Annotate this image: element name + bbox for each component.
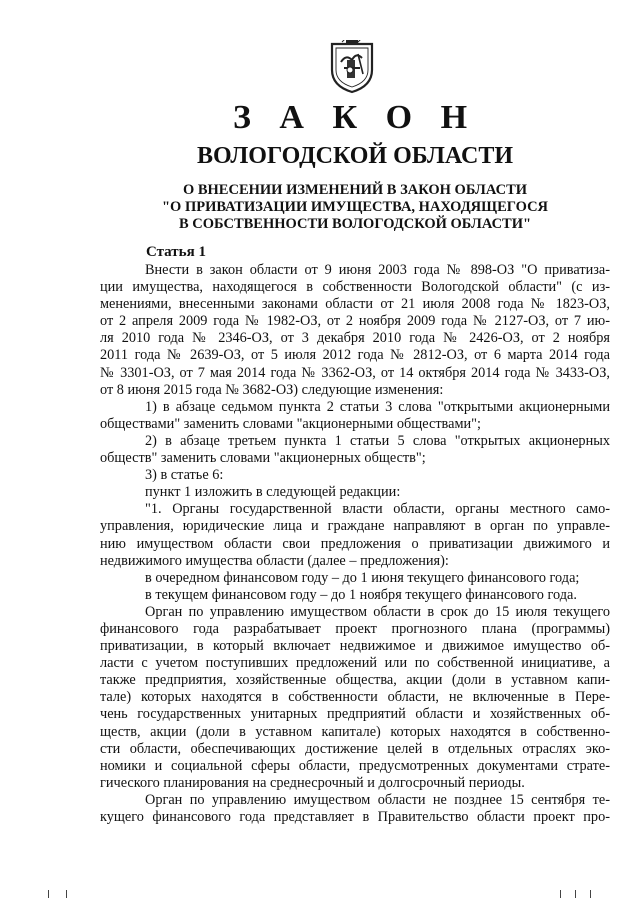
scan-mark — [66, 890, 67, 898]
body-line: пункт 1 изложить в следующей редакции: — [145, 484, 401, 501]
region-title: ВОЛОГОДСКОЙ ОБЛАСТИ — [196, 143, 514, 169]
body-line: нию имуществом области свои предложения о приватизации движимого и — [100, 535, 610, 552]
scan-edge-marks — [0, 890, 640, 905]
body-line: 2) в абзаце третьем пункта 1 статьи 5 слова "открытых акционерных — [145, 432, 610, 449]
body-line: от 2 апреля 2009 года № 1982-ОЗ, от 2 ноября 2009 года № 2127-ОЗ, от 7 ию- — [100, 313, 610, 330]
body-line: 2011 года № 2639-ОЗ, от 5 июля 2012 года № 2812-ОЗ, от 6 марта 2014 года — [100, 347, 610, 364]
body-line: "1. Органы государственной власти области, органы местного само- — [145, 501, 610, 518]
body-line: тале) которых находятся в собственности области, не включенные в Пере- — [100, 689, 610, 706]
body-line: обществ" заменить словами "акционерных обществ"; — [100, 450, 426, 467]
article-body — [100, 262, 610, 826]
body-line: в текущем финансовом году – до 1 ноября текущего финансового года. — [145, 586, 577, 603]
body-line: Орган по управлению имуществом области не позднее 15 сентября те- — [145, 791, 610, 808]
body-line: ласти с учетом поступивших предложений или по собственной инициативе, а — [100, 655, 610, 672]
body-line: ществ, акции (доли в уставном капитале) которых находятся в собственно- — [100, 723, 610, 740]
scan-mark — [48, 890, 49, 898]
scan-mark — [575, 890, 576, 898]
body-line: приватизации, в который включает недвижимое и движимое имущество об- — [100, 638, 610, 655]
body-line: сти области, обеспечивающих достижение целей в отдельных отраслях эко- — [100, 740, 610, 757]
body-line: недвижимого имущества области (далее – предложения): — [100, 552, 449, 569]
article-heading: Статья 1 — [146, 244, 206, 260]
body-line: № 3301-ОЗ, от 7 мая 2014 года № 3362-ОЗ, от 14 октября 2014 года № 3433-ОЗ, — [100, 364, 610, 381]
body-line: обществами" заменить словами "акционерными обществами"; — [100, 415, 481, 432]
law-subtitle — [0, 182, 640, 233]
body-line: ля 2010 года № 2346-ОЗ, от 3 декабря 2010 года № 2426-ОЗ, от 2 ноября — [100, 330, 610, 347]
body-line: ции имущества, находящегося в собственности Вологодской области" (с из- — [100, 279, 610, 296]
scan-mark — [590, 890, 591, 898]
body-line: 1) в абзаце седьмом пункта 2 статьи 3 слова "открытыми акционерными — [145, 398, 610, 415]
body-line: управления, юридические лица и граждане направляют в орган по управле- — [100, 518, 610, 535]
body-line: гического планирования на среднесрочный и долгосрочный периоды. — [100, 774, 525, 791]
body-line: номики и социальной сферы области, предусмотренных документами страте- — [100, 757, 610, 774]
body-line: Орган по управлению имуществом области в срок до 15 июля текущего — [145, 603, 610, 620]
body-line: менениями, внесенными законами области от 21 июля 2008 года № 1823-ОЗ, — [100, 296, 610, 313]
document-title: З А К О Н — [232, 99, 478, 136]
body-line: также предприятия, хозяйственные общества, акции (доли в уставном капи- — [100, 672, 610, 689]
coat-of-arms-icon — [328, 40, 376, 94]
body-line: 3) в статье 6: — [145, 467, 224, 484]
body-line: в очередном финансовом году – до 1 июня текущего финансового года; — [145, 569, 580, 586]
body-line: финансового года разрабатывает проект прогнозного плана (программы) — [100, 620, 610, 637]
body-line: Внести в закон области от 9 июня 2003 года № 898-ОЗ "О приватиза- — [145, 262, 610, 278]
subtitle-line: "О ПРИВАТИЗАЦИИ ИМУЩЕСТВА, НАХОДЯЩЕГОСЯ — [161, 199, 549, 215]
subtitle-line: О ВНЕСЕНИИ ИЗМЕНЕНИЙ В ЗАКОН ОБЛАСТИ — [182, 182, 528, 198]
scan-mark — [560, 890, 561, 898]
body-line: чень государственных унитарных предприятий области и хозяйственных об- — [100, 706, 610, 723]
subtitle-line: В СОБСТВЕННОСТИ ВОЛОГОДСКОЙ ОБЛАСТИ" — [178, 216, 532, 232]
body-line: от 8 июня 2015 года № 3682-ОЗ) следующие изменения: — [100, 381, 444, 398]
body-line: кущего финансового года представляет в Правительство области проект про- — [100, 809, 610, 825]
